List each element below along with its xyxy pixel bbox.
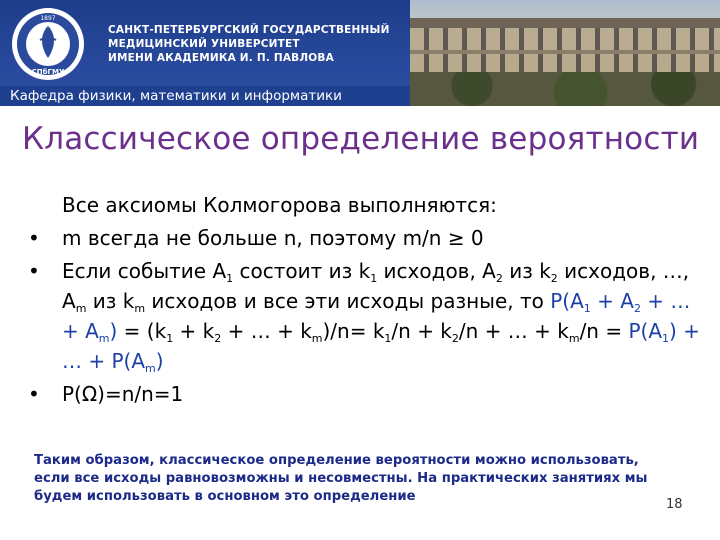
bullet-icon: • [28,259,40,283]
bullet-text: Если событие $A_1$ состоит из $k_1$ исходов, $A_2$ из $k_2$ исходов, …, $A_m$ из $k_m$ исходов и все эти исходы разные, то $P(A_1 + A_2$ + … + $A_m) = (k_1 + k_2$ + … + $k_m)/n= k_1/n + k_2/n$ + … + $k_m/n = P(A_1)$ + … + $P(A_m)$ [62,259,700,375]
bullet-icon: • [28,382,40,406]
intro-text: Все аксиомы Колмогорова выполняются: [62,193,497,217]
header-banner [0,0,720,106]
page-number: 18 [666,497,683,512]
bullet-item [22,256,712,376]
university-building-photo [410,0,720,106]
university-name-line: ИМЕНИ АКАДЕМИКА И. П. ПАВЛОВА [108,52,334,64]
slide-body [22,190,712,412]
department-name: Кафедра физики, математики и информатики [10,88,342,104]
bullet-item [22,223,712,253]
formula-highlight: $P(A_1)$ + … + $P(A_m)$ [62,319,700,375]
bullet-text: m всегда не больше n, поэтому m/n ≥ 0 [62,226,484,250]
bullet-text: P(Ω)=n/n=1 [62,382,184,406]
bullet-icon: • [28,226,40,250]
svg-text:СПбГМУ: СПбГМУ [31,68,65,76]
university-logo-icon [10,6,86,82]
university-name [108,23,390,65]
svg-text:1897: 1897 [40,15,56,22]
formula-highlight: $P(A_1 + A_2$ + … + $A_m$) [62,289,691,345]
bullet-item [22,379,712,409]
university-name-line: МЕДИЦИНСКИЙ УНИВЕРСИТЕТ [108,38,300,50]
university-name-line: САНКТ-ПЕТЕРБУРГСКИЙ ГОСУДАРСТВЕННЫЙ [108,24,390,36]
slide-title: Классическое определение вероятности [22,121,700,157]
conclusion-note: Таким образом, классическое определение вероятности можно использовать, если все исходы равновозможны и несовместны. На практических занятиях мы будем использовать в основном это определение [34,453,648,504]
